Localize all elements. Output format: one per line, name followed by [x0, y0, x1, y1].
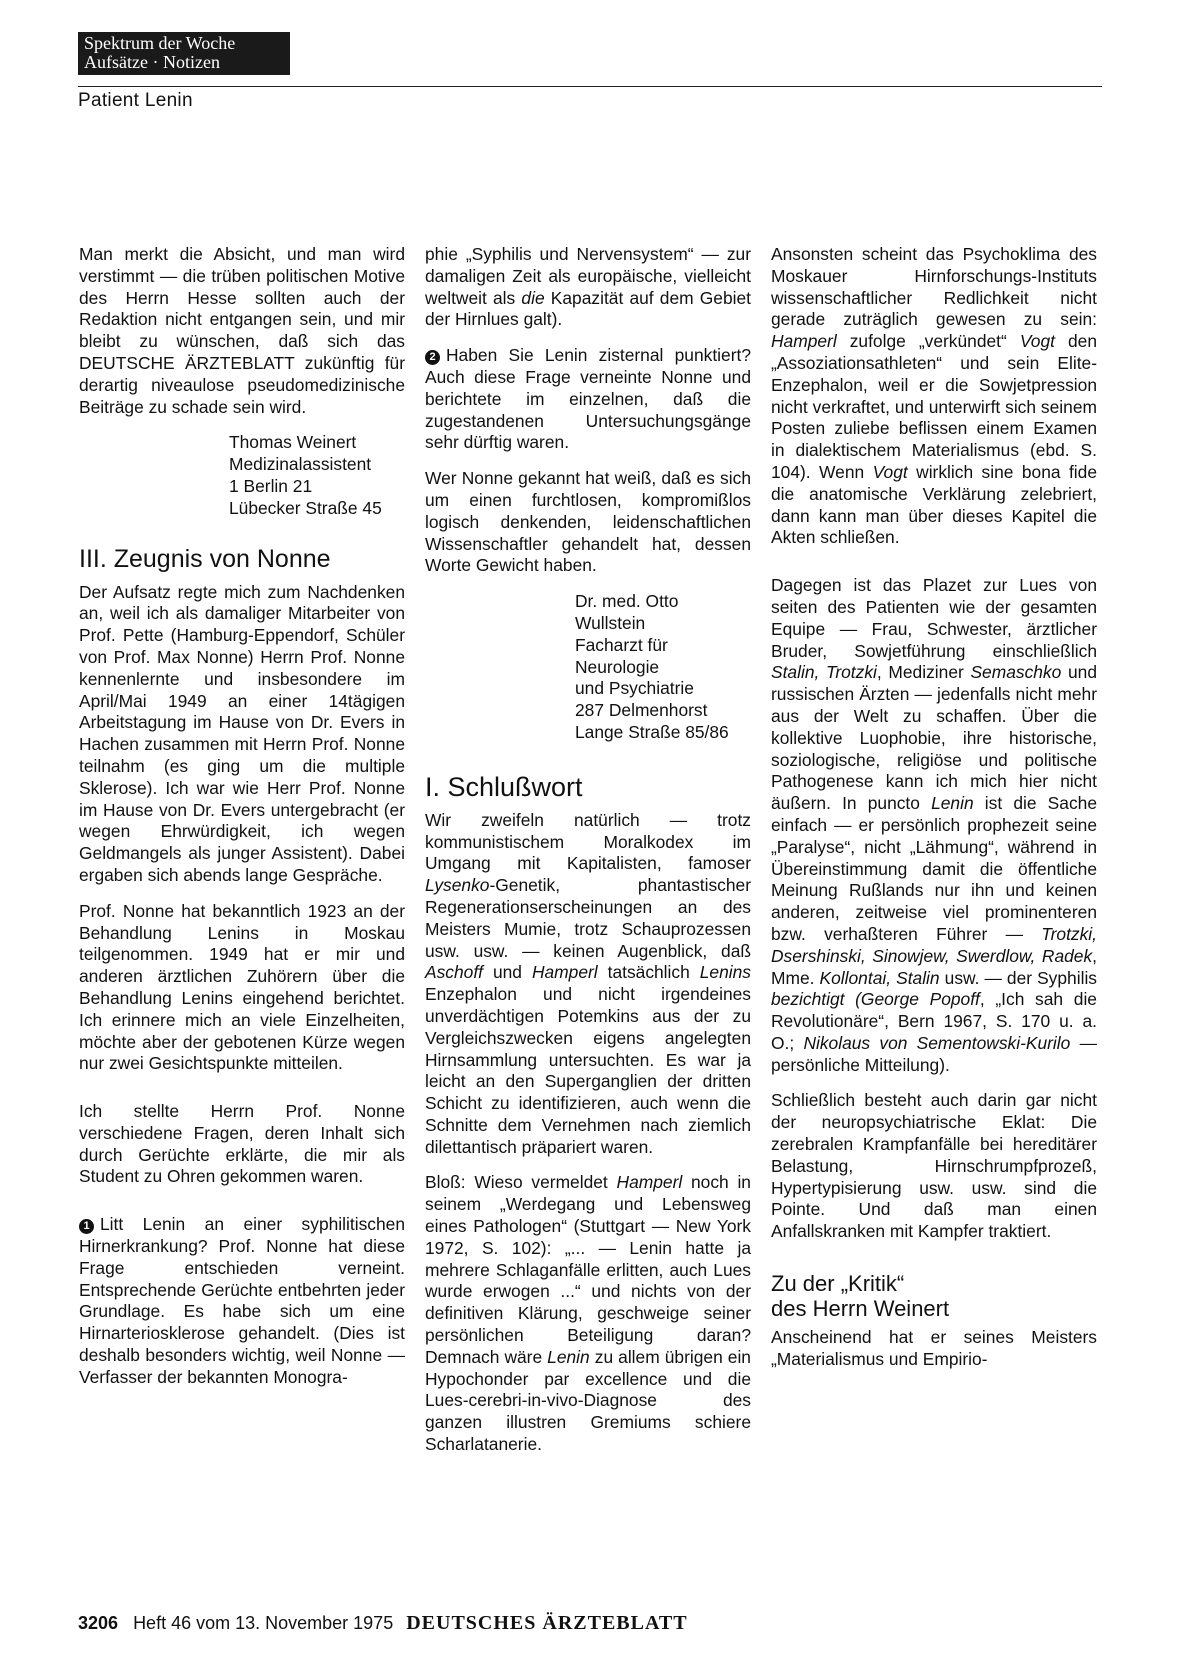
paragraph: Prof. Nonne hat bekanntlich 1923 an der Behandlung Lenins in Moskau teilgenommen. 1949 hat er mir und anderen ärztlichen Zuhörern über die Behandlung Lenins eingehend berichtet. Ich erinnere mich an viele Einzelheiten, möchte aber der gebotenen Kürze wegen nur zwei Gesichtspunkte mitteilen. [79, 900, 405, 1074]
issue-info: Heft 46 vom 13. November 1975 [133, 1613, 394, 1633]
paragraph: Wir zweifeln natürlich — trotz kommunistischem Moralkodex im Umgang mit Kapitalisten, famoser Lysenko-Genetik, phantastischer Regenerationserscheinungen an des Meisters Mumie, trotz Schauprozessen usw. usw. — keinen Augenblick, daß Aschoff und Hamperl tatsächlich Lenins Enzephalon und nicht irgendeines unverdächtigen Potemkins aus der zu Vergleichszwecken eigens angelegten Hirnsammlung untersuchten. Es war ja leicht an den Superganglien der dritten Schicht zu identifizieren, auch wenn die Schnitte dem Vernehmen nach ziemlich dilettantisch präpariert waren. [425, 809, 751, 1157]
text-column-1 [79, 244, 405, 1389]
signature-line: Dr. med. Otto Wullstein [575, 591, 679, 633]
text-column-2 [425, 244, 751, 1456]
section-line-1: Spektrum der Woche [84, 33, 236, 53]
header-rule [78, 86, 1102, 87]
paragraph: Wer Nonne gekannt hat weiß, daß es sich um einen furchtlosen, kompromißlos logisch denkenden, leidenschaftlichen Wissenschaftler gehandelt hat, dessen Worte Gewicht haben. [425, 468, 751, 576]
paragraph: Dagegen ist das Plazet zur Lues von seiten des Patienten wie der gesamten Equipe — Frau, Schwester, ärztlicher Bruder, Sowjetführung einschließlich Stalin, Trotzki, Mediziner Semaschko und russischen Ärzten — jedenfalls nicht mehr aus der Welt zu schaffen. Über die kollektive Luophobie, ihre historische, soziologische, religiöse und politische Pathogenese kann ich mich hier nicht äußern. In puncto Lenin ist die Sache einfach — er persönlich prophezeit seine „Paralyse“, nicht „Lähmung“, während in Übereinstimmung damit die öffentliche Meinung Rußlands nur ihn und keinen anderen, zeitweise viel prominenteren bzw. verhaßteren Führer — Trotzki, Dsershinski, Sinowjew, Swerdlow, Radek, Mme. Kollontai, Stalin usw. — der Syphilis bezichtigt (George Popoff, „Ich sah die Revolutionäre“, Bern 1967, S. 170 u. a. O.; Nikolaus von Sementowski-Kurilo — persönliche Mitteilung). [771, 575, 1098, 1075]
section-heading: I. Schlußwort [425, 771, 583, 802]
paragraph: Der Aufsatz regte mich zum Nachdenken an, weil ich als damaliger Mitarbeiter von Prof. Pette (Hamburg-Eppendorf, Schüler von Prof. Max Nonne) Herrn Prof. Nonne kennenlernte und insbesondere im April/Mai 1949 an einer 14tägigen Arbeitstagung im Hause von Dr. Evers in Hachen zusammen mit Herrn Prof. Nonne teilnahm (es ging um die multiple Sklerose). Ich war wie Herr Prof. Nonne im Hause von Dr. Evers untergebracht (er wegen Ehrwürdigkeit, ich wegen Geldmangels als junger Assistent). Dabei ergaben sich abends lange Gespräche. [79, 581, 405, 885]
section-badge [78, 32, 290, 75]
letter-signature [229, 432, 405, 519]
question-number-icon: 1 [79, 1219, 94, 1234]
page-footer [78, 1612, 688, 1635]
signature-line: und Psychiatrie [575, 678, 694, 699]
signature-line: Facharzt für Neurologie [575, 634, 668, 677]
signature-line: Lübecker Straße 45 [229, 497, 382, 518]
section-heading: Zu der „Kritik“ des Herrn Weinert [771, 1271, 950, 1322]
page-number: 3206 [78, 1613, 119, 1633]
signature-line: Medizinalassistent [229, 454, 372, 475]
paragraph: Schließlich besteht auch darin gar nicht der neuropsychiatrische Eklat: Die zerebralen Krampfanfälle bei hereditärer Belastung, Hirnschrumpfprozeß, Hypertypisierung usw. usw. sind die Pointe. Und daß man einen Anfallskranken mit Kampfer traktiert. [771, 1090, 1097, 1242]
paragraph: Bloß: Wieso vermeldet Hamperl noch in seinem „Werdegang und Lebensweg eines Pathologen“ (Stuttgart — New York 1972, S. 102): „... — Lenin hatte ja mehrere Schlaganfälle erlitten, auch Lues wurde erwogen ...“ und nichts von der definitiven Klärung, geschweige seiner persönlichen Beteiligung daran? Demnach wäre Lenin zu allem übrigen ein Hypochonder par excellence und die Lues-cerebri-in-vivo-Diagnose des ganzen illustren Gremiums schiere Scharlatanerie. [425, 1172, 751, 1455]
letter-signature [575, 591, 751, 744]
paragraph: Ich stellte Herrn Prof. Nonne verschiedene Fragen, deren Inhalt sich durch Gerüchte erklärte, die mir als Student zu Ohren gekommen waren. [79, 1101, 405, 1187]
paragraph: phie „Syphilis und Nervensystem“ — zur damaligen Zeit als europäische, vielleicht weltweit als die Kapazität auf dem Gebiet der Hirnlues galt). [425, 244, 751, 330]
running-title: Patient Lenin [78, 90, 193, 111]
signature-line: 287 Delmenhorst [575, 700, 708, 721]
signature-line: 1 Berlin 21 [229, 475, 313, 496]
journal-masthead: DEUTSCHES ÄRZTEBLATT [406, 1612, 688, 1634]
signature-line: Lange Straße 85/86 [575, 721, 729, 742]
signature-line: Thomas Weinert [229, 432, 357, 453]
paragraph: Anscheinend hat er seines Meisters „Materialismus und Empirio- [771, 1327, 1097, 1369]
section-heading: III. Zeugnis von Nonne [79, 544, 331, 573]
paragraph: Ansonsten scheint das Psychoklima des Moskauer Hirnforschungs-Instituts wissenschaftlicher Redlichkeit nicht gerade zuträglich gewesen zu sein: Hamperl zufolge „verkündet“ Vogt den „Assoziationsathleten“ und sein Elite-Enzephalon, weil er die Sowjetpression nicht verkraftet, und unterwirft sich seinem Posten zuliebe beflissen einem Examen in dialektischem Materialismus (ebd. S. 104). Wenn Vogt wirklich sine bona fide die anatomische Verklärung zelebriert, dann kann man über dieses Kapitel die Akten schließen. [771, 244, 1097, 548]
question-number-icon: 2 [425, 350, 440, 365]
paragraph: 1 Litt Lenin an einer syphilitischen Hirnerkrankung? Prof. Nonne hat diese Frage entschieden verneint. Entsprechende Gerüchte entbehrten jeder Grundlage. Es habe sich um eine Hirnarteriosklerose gehandelt. (Dies ist deshalb besonders wichtig, weil Nonne — Verfasser der bekannten Monogra- [79, 1214, 405, 1387]
text-column-3 [771, 244, 1097, 1371]
section-line-2: Aufsätze · Notizen [84, 52, 220, 72]
paragraph: Man merkt die Absicht, und man wird verstimmt — die trüben politischen Motive des Herrn Hesse sollten auch der Redaktion nicht entgangen sein, und mir bleibt zu wünschen, daß sich das DEUTSCHE ÄRZTEBLATT zukünftig für derartig niveaulose pseudomedizinische Beiträge zu schade sein wird. [79, 244, 405, 417]
paragraph: 2 Haben Sie Lenin zisternal punktiert? Auch diese Frage verneinte Nonne und berichtete im einzelnen, daß die zugestandenen Untersuchungsgänge sehr dürftig waren. [425, 345, 751, 453]
